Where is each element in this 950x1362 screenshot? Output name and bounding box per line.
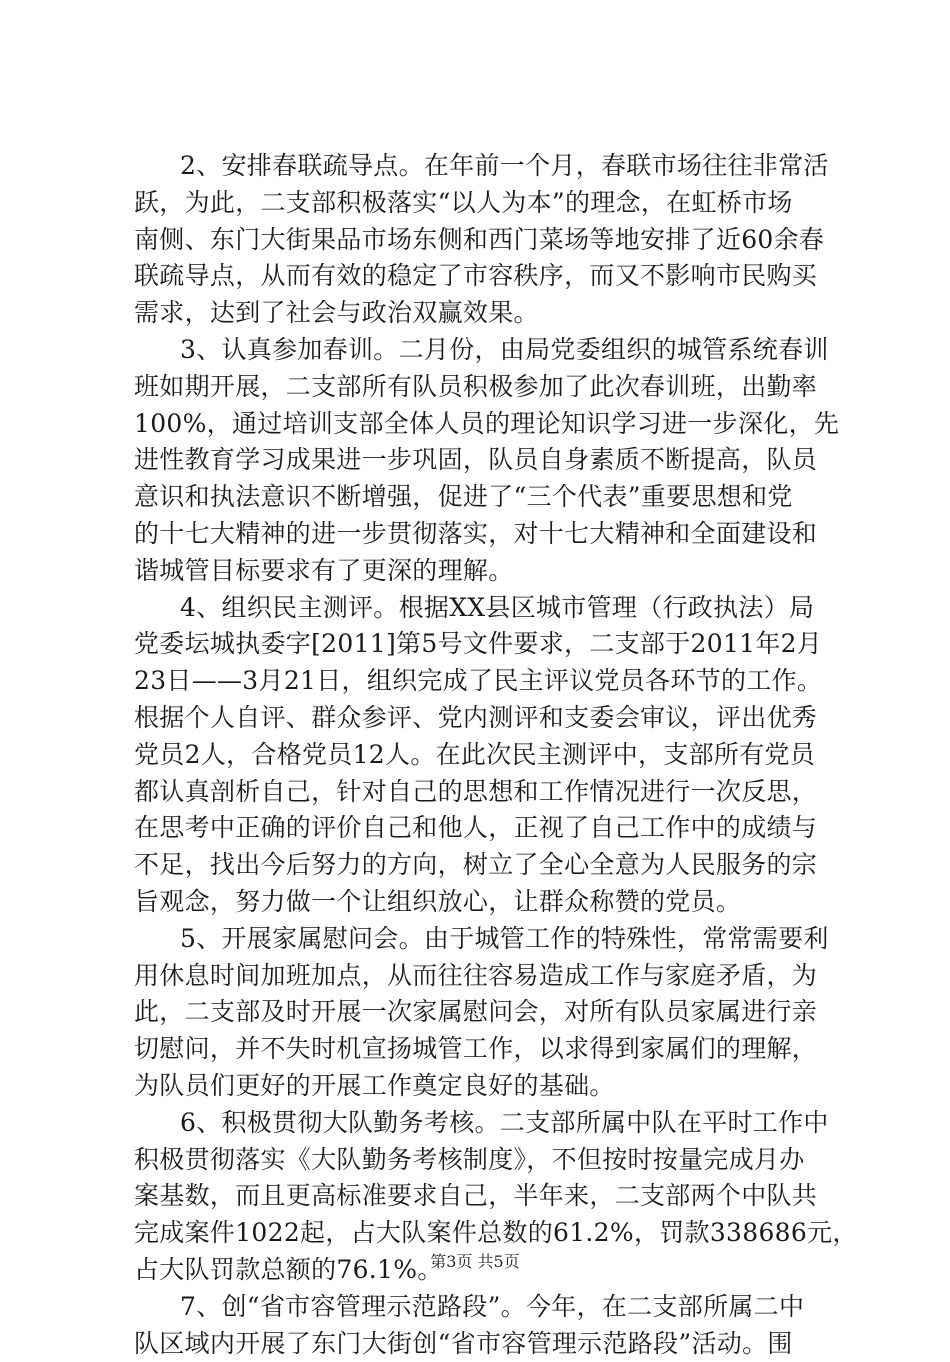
text-line: 积极贯彻落实《大队勤务考核制度》，不但按时按量完成月办 <box>134 1142 834 1179</box>
paragraph-spring-training <box>134 332 834 590</box>
text-line: 跃，为此，二支部积极落实“以人为本”的理念，在虹桥市场 <box>134 185 834 222</box>
text-line: 南侧、东门大街果品市场东侧和西门菜场等地安排了近60余春 <box>134 222 834 259</box>
text-line: 用休息时间加班加点，从而往往容易造成工作与家庭矛盾，为 <box>134 958 834 995</box>
text-line: 此，二支部及时开展一次家属慰问会，对所有队员家属进行亲 <box>134 994 834 1031</box>
text-line: 23日——3月21日，组织完成了民主评议党员各环节的工作。 <box>134 663 834 700</box>
text-line: 需求，达到了社会与政治双赢效果。 <box>134 295 834 332</box>
document-body <box>134 148 834 1362</box>
text-line: 联疏导点，从而有效的稳定了市容秩序，而又不影响市民购买 <box>134 258 834 295</box>
text-line: 意识和执法意识不断增强，促进了“三个代表”重要思想和党 <box>134 479 834 516</box>
text-line: 的十七大精神的进一步贯彻落实，对十七大精神和全面建设和 <box>134 516 834 553</box>
text-line: 案基数，而且更高标准要求自己，半年来，二支部两个中队共 <box>134 1178 834 1215</box>
paragraph-democratic-evaluation <box>134 590 834 921</box>
text-line: 占大队罚款总额的76.1%。 <box>134 1252 834 1289</box>
text-line: 6、积极贯彻大队勤务考核。二支部所属中队在平时工作中 <box>134 1105 834 1142</box>
page-number: 第3页 共5页 <box>430 1252 519 1271</box>
text-line: 切慰问，并不失时机宣扬城管工作，以求得到家属们的理解， <box>134 1031 834 1068</box>
text-line: 谐城管目标要求有了更深的理解。 <box>134 553 834 590</box>
text-line: 都认真剖析自己，针对自己的思想和工作情况进行一次反思， <box>134 774 834 811</box>
text-line: 班如期开展，二支部所有队员积极参加了此次春训班，出勤率 <box>134 369 834 406</box>
text-line: 进性教育学习成果进一步巩固，队员自身素质不断提高，队员 <box>134 442 834 479</box>
text-line: 完成案件1022起，占大队案件总数的61.2%，罚款338686元， <box>134 1215 834 1252</box>
text-line: 队区域内开展了东门大街创“省市容管理示范路段”活动。围 <box>134 1326 834 1362</box>
text-line: 党员2人，合格党员12人。在此次民主测评中，支部所有党员 <box>134 737 834 774</box>
paragraph-model-road-section <box>134 1289 834 1362</box>
text-line: 为队员们更好的开展工作奠定良好的基础。 <box>134 1068 834 1105</box>
text-line: 4、组织民主测评。根据XX县区城市管理（行政执法）局 <box>134 590 834 627</box>
text-line: 2、安排春联疏导点。在年前一个月，春联市场往往非常活 <box>134 148 834 185</box>
text-line: 不足，找出今后努力的方向，树立了全心全意为人民服务的宗 <box>134 847 834 884</box>
text-line: 根据个人自评、群众参评、党内测评和支委会审议，评出优秀 <box>134 700 834 737</box>
text-line: 旨观念，努力做一个让组织放心，让群众称赞的党员。 <box>134 884 834 921</box>
text-line: 100%，通过培训支部全体人员的理论知识学习进一步深化，先 <box>134 406 834 443</box>
text-line: 在思考中正确的评价自己和他人，正视了自己工作中的成绩与 <box>134 810 834 847</box>
text-line: 7、创“省市容管理示范路段”。今年，在二支部所属二中 <box>134 1289 834 1326</box>
paragraph-spring-couplet-points <box>134 148 834 332</box>
page-footer <box>0 1252 950 1272</box>
text-line: 党委坛城执委字[2011]第5号文件要求，二支部于2011年2月 <box>134 626 834 663</box>
paragraph-family-visit <box>134 921 834 1105</box>
text-line: 5、开展家属慰问会。由于城管工作的特殊性，常常需要利 <box>134 921 834 958</box>
text-line: 3、认真参加春训。二月份，由局党委组织的城管系统春训 <box>134 332 834 369</box>
